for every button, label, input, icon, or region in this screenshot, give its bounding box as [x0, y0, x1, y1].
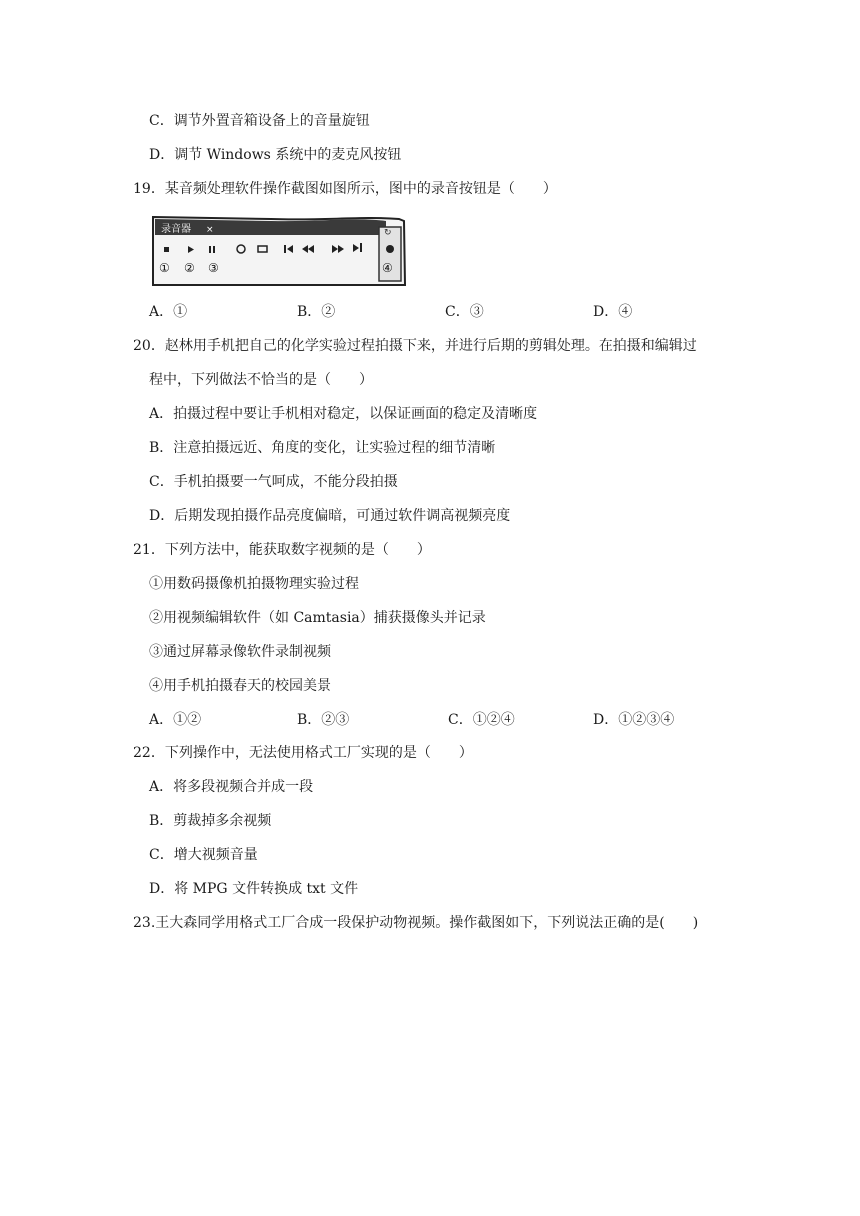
svg-text:↻: ↻ — [384, 228, 392, 238]
q23-stem: 23.王大森同学用格式工厂合成一段保护动物视频。操作截图如下，下列说法正确的是( ) — [133, 915, 699, 931]
q21-item-4: ④用手机拍摄春天的校园美景 — [149, 678, 331, 694]
q22-option-a: A．将多段视频合并成一段 — [149, 779, 314, 795]
q19-choice-b: B．② — [297, 304, 336, 320]
player-title: 录音器 — [161, 224, 191, 235]
q21-choice-d: D．①②③④ — [593, 712, 675, 728]
q19-choice-c: C．③ — [445, 304, 484, 320]
q21-choice-c: C．①②④ — [448, 712, 515, 728]
q21-choices — [149, 710, 749, 730]
q20-option-d: D．后期发现拍摄作品亮度偏暗，可通过软件调高视频亮度 — [149, 508, 511, 524]
audio-recorder-screenshot — [151, 213, 407, 287]
q22-option-d: D．将 MPG 文件转换成 txt 文件 — [149, 881, 359, 897]
marker-1: ① — [159, 261, 170, 275]
q18-option-d: D．调节 Windows 系统中的麦克风按钮 — [149, 147, 402, 163]
record-button-icon — [386, 245, 394, 253]
q20-stem-line2: 程中，下列做法不恰当的是（ ） — [149, 372, 373, 388]
q19-choices — [149, 302, 749, 322]
q19-choice-a: A．① — [149, 304, 188, 320]
q22-option-c: C．增大视频音量 — [149, 847, 258, 863]
marker-3: ③ — [208, 261, 219, 275]
q21-choice-a: A．①② — [149, 712, 202, 728]
marker-2: ② — [184, 261, 195, 275]
q20-option-b: B．注意拍摄远近、角度的变化，让实验过程的细节清晰 — [149, 440, 496, 456]
q21-choice-b: B．②③ — [297, 712, 350, 728]
q20-option-c: C．手机拍摄要一气呵成，不能分段拍摄 — [149, 474, 398, 490]
q20-stem-line1: 20．赵林用手机把自己的化学实验过程拍摄下来，并进行后期的剪辑处理。在拍摄和编辑过 — [133, 338, 697, 354]
q21-item-3: ③通过屏幕录像软件录制视频 — [149, 644, 331, 660]
svg-text:×: × — [206, 225, 214, 235]
q21-stem: 21．下列方法中，能获取数字视频的是（ ） — [133, 542, 431, 558]
q18-option-c: C．调节外置音箱设备上的音量旋钮 — [149, 113, 370, 129]
q21-item-1: ①用数码摄像机拍摄物理实验过程 — [149, 576, 359, 592]
q22-stem: 22．下列操作中，无法使用格式工厂实现的是（ ） — [133, 745, 473, 761]
q22-option-b: B．剪裁掉多余视频 — [149, 813, 272, 829]
pause-icon — [209, 246, 211, 253]
marker-4: ④ — [382, 261, 393, 275]
q19-choice-d: D．④ — [593, 304, 633, 320]
q20-option-a: A．拍摄过程中要让手机相对稳定，以保证画面的稳定及清晰度 — [149, 406, 538, 422]
q21-item-2: ②用视频编辑软件（如 Camtasia）捕获摄像头并记录 — [149, 610, 486, 626]
stop-icon — [164, 247, 169, 252]
audio-recorder-figure — [151, 213, 407, 287]
q19-stem: 19．某音频处理软件操作截图如图所示，图中的录音按钮是（ ） — [133, 181, 557, 197]
skip-back-icon — [284, 245, 286, 253]
